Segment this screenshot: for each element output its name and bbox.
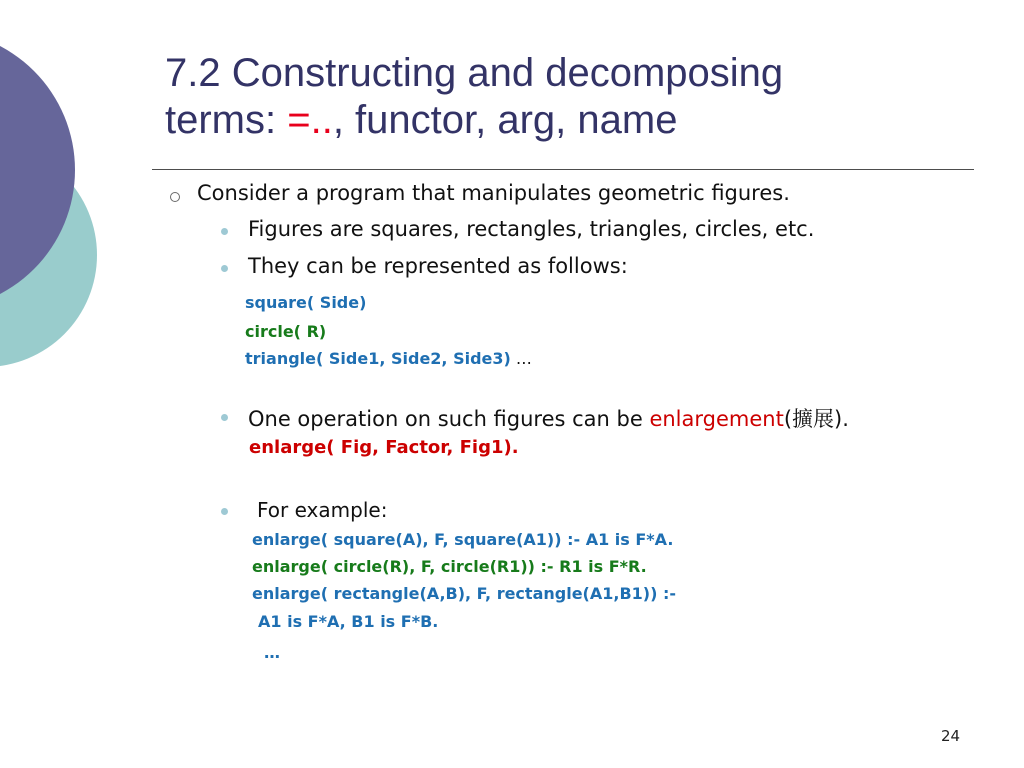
page-number: 24	[941, 727, 961, 745]
bullet-operation	[248, 403, 849, 433]
operation-keyword: enlargement	[649, 407, 784, 431]
code-triangle	[245, 349, 532, 368]
code-square: square( Side)	[245, 293, 367, 312]
univ-operator: =..	[287, 98, 333, 142]
title-line-2	[165, 97, 985, 144]
dot-bullet-icon	[221, 228, 228, 235]
title-suffix: , functor, arg, name	[332, 98, 678, 142]
code-triangle-text: triangle( Side1, Side2, Side3)	[245, 349, 511, 368]
slide-title	[165, 50, 985, 144]
code-triangle-ellipsis: …	[510, 349, 532, 368]
bullet-figures: Figures are squares, rectangles, triangles, circles, etc.	[248, 217, 815, 241]
hollow-bullet-icon	[170, 192, 180, 202]
bullet-example-header: For example:	[257, 498, 388, 522]
title-divider	[152, 169, 974, 170]
enlarge-signature: enlarge( Fig, Factor, Fig1).	[249, 437, 519, 458]
example-square: enlarge( square(A), F, square(A1)) :- A1 is F*A.	[252, 530, 674, 549]
title-line-1: 7.2 Constructing and decomposing	[165, 51, 784, 95]
bullet-intro: Consider a program that manipulates geometric figures.	[197, 181, 790, 205]
operation-prefix: One operation on such figures can be	[248, 407, 650, 431]
dot-bullet-icon	[221, 265, 228, 272]
decorative-circles	[0, 0, 110, 420]
operation-suffix: (擴展).	[783, 407, 849, 431]
bullet-represented: They can be represented as follows:	[248, 254, 628, 278]
dot-bullet-icon	[221, 508, 228, 515]
title-prefix: terms:	[165, 98, 288, 142]
example-rectangle-body: A1 is F*A, B1 is F*B.	[258, 612, 439, 631]
code-circle: circle( R)	[245, 322, 327, 341]
example-circle: enlarge( circle(R), F, circle(R1)) :- R1 is F*R.	[252, 557, 647, 576]
example-ellipsis: …	[264, 643, 280, 662]
example-rectangle: enlarge( rectangle(A,B), F, rectangle(A1,B1)) :-	[252, 584, 677, 603]
dot-bullet-icon	[221, 414, 228, 421]
